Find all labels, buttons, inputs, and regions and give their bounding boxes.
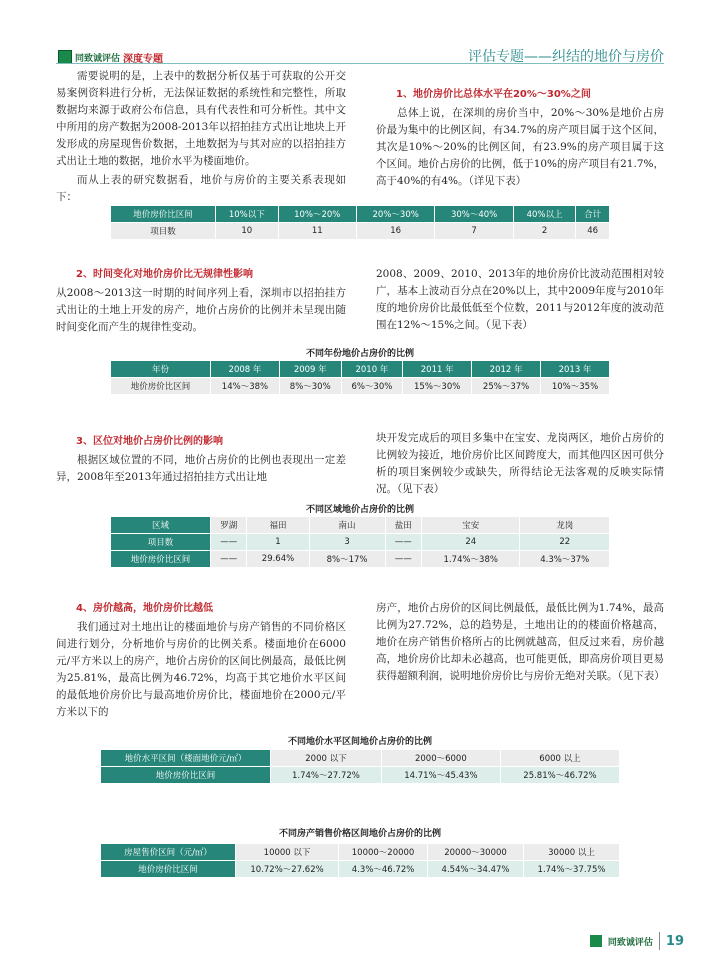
land-price-ratio-table — [100, 749, 620, 784]
table-cell: 项目数 — [111, 223, 216, 240]
table-header-cell: 地价房价比区间 — [111, 206, 216, 223]
sale-price-table-caption: 不同房产销售价格区间地价占房价的比例 — [278, 829, 441, 839]
logo-tag: 深度专题 — [123, 53, 164, 65]
section1-column — [376, 86, 664, 190]
table-cell: 1.74%～37.75% — [524, 861, 620, 878]
table-cell: 14.71%～45.43% — [381, 767, 500, 784]
table-header-cell: 20000～30000 — [428, 844, 524, 861]
section3-body-left: 根据区域位置的不同，地价占房价的比例也表现出一定差异，2008年至2013年通过招拍挂方式出让地 — [56, 454, 346, 483]
page-number: 19 — [665, 933, 684, 949]
table-cell: 1 — [247, 534, 309, 551]
table-cell: —— — [211, 551, 247, 568]
table-header-row — [101, 844, 620, 861]
land-price-table-caption: 不同地价水平区间地价占房价的比例 — [287, 737, 432, 747]
table-header-cell: 福田 — [247, 517, 309, 534]
table-cell: 8%～30% — [279, 378, 341, 395]
table-cell: 25%～37% — [472, 378, 541, 395]
year-ratio-table — [110, 360, 610, 395]
publisher-logo — [58, 50, 168, 64]
table-header-row — [111, 361, 610, 378]
table-header-cell: 盐田 — [385, 517, 421, 534]
section2-body-left: 从2008～2013这一时期的时间序列上看，深圳市以招拍挂方式出让的土地上开发的房产，地价占房价的比例并未呈现出随时间变化而产生的规律性变动。 — [56, 287, 346, 333]
table-header-cell: 宝安 — [422, 517, 520, 534]
section3-body-right: 块开发完成后的项目多集中在宝安、龙岗两区，地价占房价的比例较为接近，地价房价比区间跨度大，而其他四区因可供分析的项目案例较少或缺失，所得结论无法客观的反映实际情况。（见下表） — [376, 432, 664, 495]
table-row — [101, 767, 620, 784]
table-header-cell: 2000～6000 — [381, 750, 500, 767]
section4-right-column — [376, 600, 664, 685]
table-cell: 15%～30% — [403, 378, 472, 395]
year-table-caption: 不同年份地价占房价的比例 — [305, 349, 414, 359]
table-row — [111, 378, 610, 395]
table-header-row — [101, 750, 620, 767]
table-row — [111, 551, 610, 568]
table-header-cell: 2009 年 — [279, 361, 341, 378]
table-header-cell: 年份 — [111, 361, 211, 378]
table-header-cell: 30000 以上 — [524, 844, 620, 861]
table-cell: 25.81%～46.72% — [500, 767, 619, 784]
table-header-cell: 10%～20% — [278, 206, 356, 223]
table-header-cell: 房屋售价区间（元/㎡） — [101, 844, 236, 861]
page-footer — [590, 932, 684, 950]
table-header-cell: 20%～30% — [356, 206, 434, 223]
table-cell: 6%～30% — [341, 378, 403, 395]
table-cell: —— — [211, 534, 247, 551]
table-row — [111, 223, 610, 240]
table-row — [101, 861, 620, 878]
table-header-cell: 罗湖 — [211, 517, 247, 534]
project-count-table — [110, 205, 610, 240]
section3-heading: 3、区位对地价占房价比例的影响 — [76, 436, 223, 447]
table-cell: 地价房价比区间 — [101, 767, 271, 784]
table-cell: 3 — [309, 534, 385, 551]
footer-divider — [659, 932, 660, 950]
intro-lead: 而从上表的研究数据看，地价与房价的主要关系表现如下： — [56, 174, 346, 203]
section4-body-right: 房产，地价占房价的区间比例最低，最低比例为1.74%，最高比例为27.72%，总的趋势是，土地出让的的楼面价格越高，地价在房产销售价格所占的比例就越高，但反过来看，房价越高，地价房价比却未必越高，也可能更低，即高房价项目更易获得超额利润，说明地价房价比与房价无绝对关联。（见下表） — [376, 602, 665, 682]
table-header-cell: 2013 年 — [541, 361, 610, 378]
table-header-cell: 2000 以下 — [271, 750, 382, 767]
table-cell: 10 — [216, 223, 279, 240]
section2-left-column — [56, 266, 346, 336]
table-header-row — [111, 206, 610, 223]
table-header-cell: 30%～40% — [435, 206, 513, 223]
table-cell: —— — [385, 534, 421, 551]
table-cell: 46 — [576, 223, 610, 240]
table-header-cell: 南山 — [309, 517, 385, 534]
table-header-cell: 龙岗 — [520, 517, 610, 534]
sale-price-ratio-table — [100, 843, 620, 878]
table-header-cell: 2012 年 — [472, 361, 541, 378]
section2-heading: 2、时间变化对地价房价比无规律性影响 — [76, 269, 253, 280]
table-cell: 地价房价比区间 — [101, 861, 236, 878]
table-cell: 地价房价比区间 — [111, 551, 211, 568]
region-table-caption: 不同区域地价占房价的比例 — [305, 505, 414, 515]
header-divider — [56, 63, 664, 64]
table-header-cell: 地价水平区间（楼面地价元/㎡） — [101, 750, 271, 767]
table-header-cell: 合计 — [576, 206, 610, 223]
section3-left-column — [56, 433, 346, 486]
table-cell: 16 — [356, 223, 434, 240]
table-header-cell: 40%以上 — [513, 206, 576, 223]
section2-body-right: 2008、2009、2010、2013年的地价房价比波动范围相对较广，基本上波动百分点在20%以上，其中2009年度与2010年度的地价房价比最低低至个位数，2011与2012年度的波动范围在12%～15%之间。（见下表） — [376, 268, 664, 331]
table-cell: 8%～17% — [309, 551, 385, 568]
section4-body-left: 我们通过对土地出让的楼面地价与房产销售的不同价格区间进行划分，分析地价与房价的比例关系。楼面地价在6000元/平方米以上的房产，地价占房价的区间比例最高，最低比例为25.81%，最高比例为46.72%，均高于其它地价水平区间的最低地价房价比与最高地价房价比，楼面地价在2000元/平方米以下的 — [56, 621, 346, 718]
logo-mark-icon — [58, 50, 72, 64]
table-cell: 地价房价比区间 — [111, 378, 211, 395]
section4-heading: 4、房价越高，地价房价比越低 — [76, 603, 213, 614]
table-cell: 24 — [422, 534, 520, 551]
table-cell: 22 — [520, 534, 610, 551]
table-header-cell: 10%以下 — [216, 206, 279, 223]
table-cell: 7 — [435, 223, 513, 240]
table-header-cell: 10000 以下 — [236, 844, 339, 861]
table-cell: 2 — [513, 223, 576, 240]
table-header-row — [111, 517, 610, 534]
table-cell: 1.74%～27.72% — [271, 767, 382, 784]
table-header-cell: 区域 — [111, 517, 211, 534]
section4-left-column — [56, 600, 346, 721]
section2-right-column — [376, 266, 664, 334]
table-cell: 项目数 — [111, 534, 211, 551]
table-header-cell: 2010 年 — [341, 361, 403, 378]
section-title: 评估专题——纠结的地价与房价 — [468, 49, 664, 65]
page-header — [0, 0, 720, 66]
table-header-cell: 10000～20000 — [339, 844, 428, 861]
logo-text: 同致诚评估 — [75, 53, 121, 64]
section1-body: 总体上说，在深圳的房价当中，20%～30%是地价占房价最为集中的比例区间，有34.7%的房产项目属于这个区间，其次是10%～20%的比例区间，有23.9%的房产项目属于这个区间。地价占房价的比例，低于10%的房产项目有21.7%，高于40%的有4%。（详见下表） — [376, 107, 664, 187]
table-cell: 10.72%～27.62% — [236, 861, 339, 878]
table-header-cell: 6000 以上 — [500, 750, 619, 767]
section3-right-column — [376, 430, 664, 498]
table-cell: 10%～35% — [541, 378, 610, 395]
table-cell: 4.3%～46.72% — [339, 861, 428, 878]
region-ratio-table — [110, 516, 610, 568]
table-cell: 1.74%～38% — [422, 551, 520, 568]
table-cell: 29.64% — [247, 551, 309, 568]
table-cell: 11 — [278, 223, 356, 240]
intro-left-column — [56, 68, 346, 206]
table-header-cell: 2011 年 — [403, 361, 472, 378]
table-cell: —— — [385, 551, 421, 568]
table-row — [111, 534, 610, 551]
footer-logo-text: 同致诚评估 — [607, 937, 653, 948]
table-header-cell: 2008 年 — [211, 361, 280, 378]
section1-heading: 1、地价房价比总体水平在20%～30%之间 — [396, 89, 591, 100]
table-cell: 4.3%～37% — [520, 551, 610, 568]
intro-paragraph: 需要说明的是，上表中的数据分析仅基于可获取的公开交易案例资料进行分析，无法保证数据的系统性和完整性，所取数据均来源于政府公布信息，具有代表性和可分析性。其中文中所用的房产数据为2008-2013年以招拍挂方式出让地块上开发形成的房屋现售价数据，土地数据为与其对应的以招拍挂方式出让土地的数据，地价水平为楼面地价。 — [56, 70, 346, 167]
footer-logo-icon — [590, 935, 602, 947]
table-cell: 14%～38% — [211, 378, 280, 395]
table-cell: 4.54%～34.47% — [428, 861, 524, 878]
